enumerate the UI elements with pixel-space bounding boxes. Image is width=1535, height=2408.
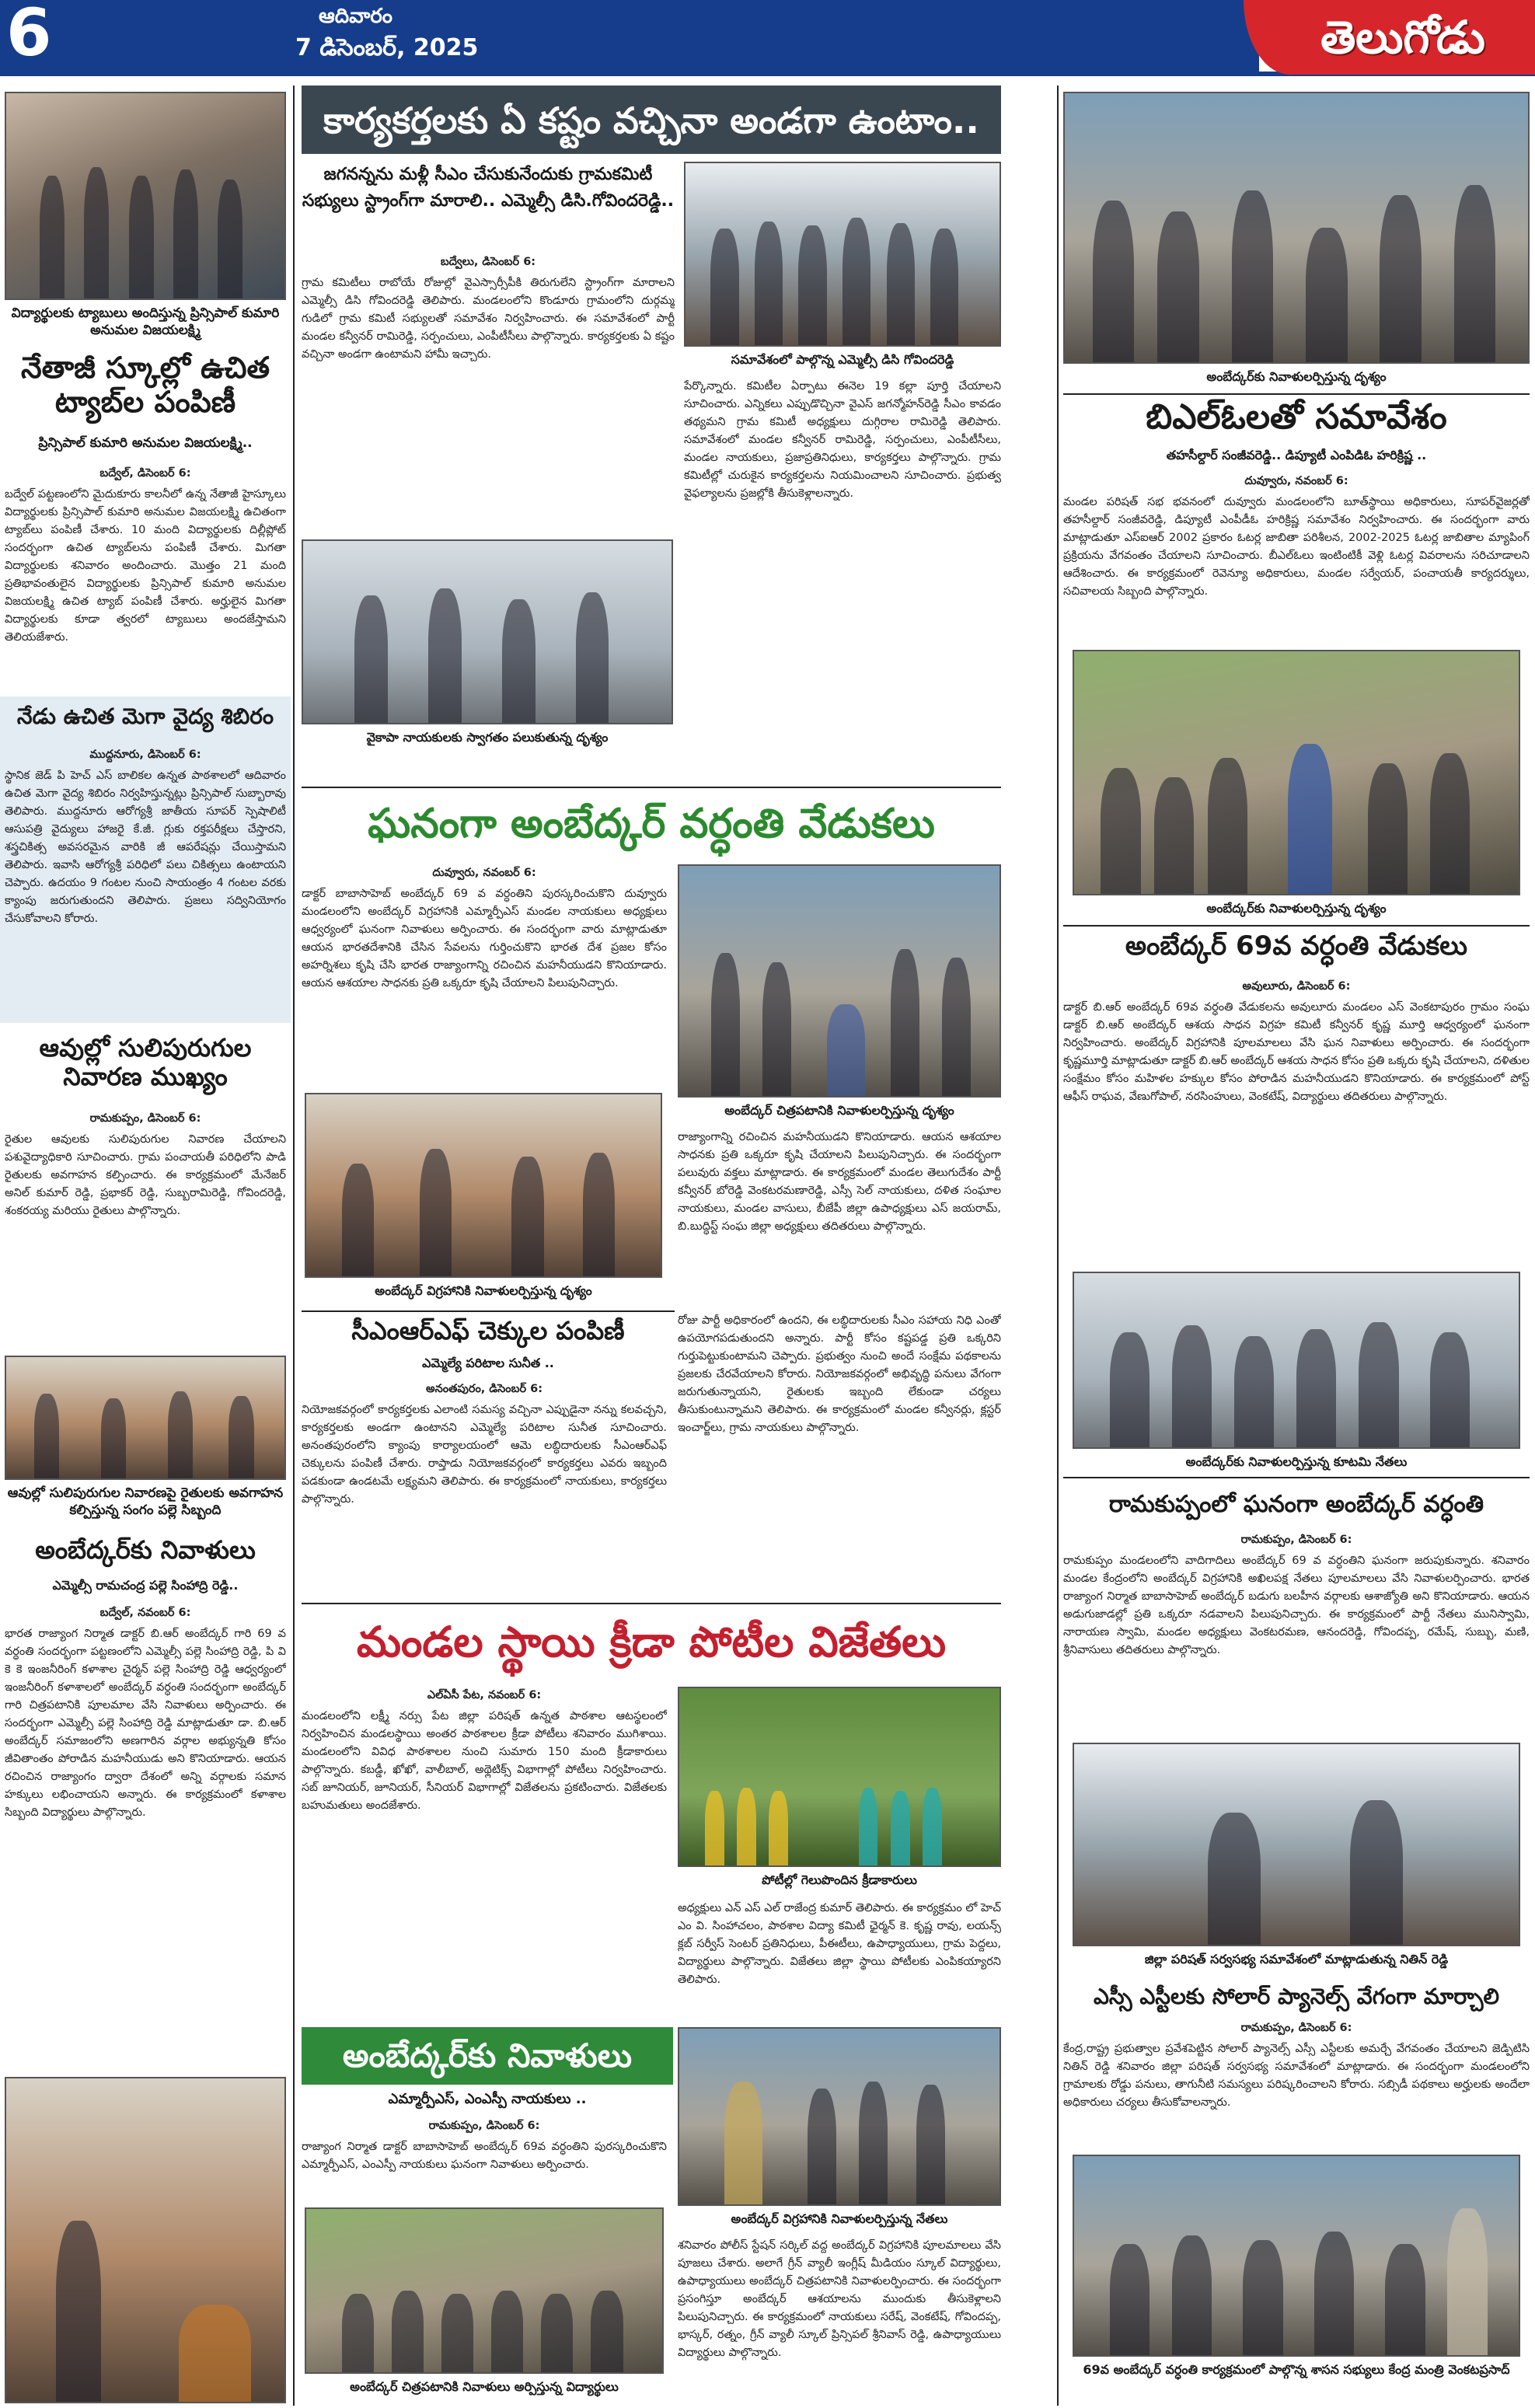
solar-photo — [1073, 2155, 1520, 2357]
story5-body2: శనివారం పోలీస్ స్టేషన్ సర్కిల్ వద్ద అంబేద్కర్ విగ్రహానికి పూలమాలలు వేసి పూజలు చేశారు. అలాగే గ్రీన్ వ్యాలీ ఇంగ్లీష్ మీడియం స్కూల్ విద్యార్థులు, ఉపాధ్యాయులు అంబేద్కర్ చిత్రపటానికి నివాళులర్పించారు. ఈ సందర్భంగా ప్రసంగిస్తూ అంబేద్కర్ ఆశయాలను ముందుకు తీసుకెళ్లాలని పిలుపునిచ్చారు. ఈ కార్యక్రమంలో నాయకులు సరేష్, వెంకటేష్, గోవిందప్ప, భాస్కర్, రత్నం, గ్రీన్ వ్యాలీ స్కూల్ ప్రిన్సిపల్ శ్రీనివాస్ రెడ్డి, ఉపాధ్యాయులు విద్యార్థులు పాల్గొన్నారు. — [678, 2239, 1001, 2359]
banner-workers-title: కార్యకర్తలకు ఏ కష్టం వచ్చినా అండగా ఉంటాం.. — [323, 99, 979, 141]
col1-divider — [293, 86, 295, 2406]
story5-photo-caption: అంబేద్కర్ విగ్రహానికి నివాళులర్పిస్తున్న నేతలు — [731, 2211, 948, 2226]
rk-photo — [1073, 1743, 1520, 1946]
medical-text: స్థానిక జెడ్ పి హెచ్ ఎస్ బాలికల ఉన్నత పాఠశాలలో ఆదివారం ఉచిత మెగా వైద్య శిబిరం నిర్వహిస్తున్నట్లు ప్రిన్సిపాల్ సుబ్బారావు తెలిపారు. ముద్దనూరు ఆరోగ్యశ్రీ జాతీయ సూపర్ స్పెషాలిటీ ఆసుపత్రి వైద్యులు హాజరై కే.జీ. గ్లుకు రక్తపరీక్షలు చేస్తారని, శస్త్రచికిత్స అవసరమైన వారికి జీ ఆపరేషన్లు చేయిస్తామని తెలిపారు. ఇవాసి ఆరోగ్యశ్రీ పరిధిలో పలు చికిత్సలు ఉంటాయని చెప్పారు. ఉదయం 9 గంటల నుంచి సాయంత్రం 4 గంటల వరకు క్యాంపు జరుగుతుందని తెలిపారు. ప్రజలు సద్వినియోగం చేసుకోవాలని కోరారు. — [5, 770, 286, 925]
banner3-rule — [302, 1603, 1001, 1604]
sports-photo-caption: పోటీల్లో గెలుపొందిన క్రీడాకారులు — [762, 1872, 917, 1887]
story2-text: డాక్టర్ బాబాసాహెబ్ అంబేద్కర్ 69 వ వర్ధంతిని పురస్కరించుకొని దువ్వూరు మండలంలోని అంబేద్కర్ విగ్రహానికి ఎమ్మార్పీఎస్ మండల నాయకులు అధ్యక్షులు ఆధ్వర్యంలో ఘనంగా నివాళులు అర్పించారు. ఈ సందర్భంగా వారు మాట్లాడుతూ ఆయన భారతదేశానికి చేసిన సేవలను గుర్తించుకొని భారత దేశ ప్రజల కోసం అహర్నిశలు కృషి చేసి భారత రాజ్యాంగాన్ని రచించిన మహనీయుడని కొనియాడారు. ఆయన ఆశయాల సాధనకు ప్రతి ఒక్కరూ కృషి చేయాలని పిలుపునిచ్చారు. — [302, 888, 667, 989]
solar-photo-caption: 69వ అంబేద్కర్ వర్ధంతి కార్యక్రమంలో పాల్గొన్న శాసన సభ్యులు కేంద్ర మంత్రి వెంకటప్రసాద్ — [1083, 2362, 1510, 2377]
story1-subhead: జగనన్నను మళ్లీ సీఎం చేసుకునేందుకు గ్రామకమిటీ సభ్యులు స్ట్రాంగ్‌గా మారాలి.. ఎమ్మెల్సీ డిసి.గోవిందరెడ్డి.. — [302, 165, 675, 211]
cmrf-headline: సీఎంఆర్ఎఫ్ చెక్కుల పంపిణీ — [351, 1316, 625, 1345]
medical-dateline: ముద్దనూరు, డిసెంబర్ 6: — [89, 749, 201, 761]
story2-photo-caption: అంబేద్కర్ చిత్రపటానికి నివాళులర్పిస్తున్న దృశ్యం — [724, 1103, 954, 1118]
netaji-body — [5, 465, 286, 689]
story1-dateline: బద్వేలు, డిసెంబర్ 6: — [440, 256, 536, 268]
story2-body — [302, 864, 667, 1085]
story2-dateline: దువ్వూరు, నవంబర్ 6: — [432, 867, 536, 879]
solar-text: కేంద్ర,రాష్ట్ర ప్రభుత్వాల ప్రవేశపెట్టిన సోలార్ ప్యానెల్స్ ఎస్సీ ఎస్టీలకు అమర్చే వేగవంతం చేయాలని జెడ్పిటిసి నితిన్ రెడ్డి శనివారం జిల్లా పరిషత్ సర్వసభ్య సమావేశంలో మాట్లాడారు. ఈ సందర్భంగా మండలంలోని గ్రామాలకు రోడ్డు పనులు, తాగునీటి సమస్యలు పరిష్కరించాలని కోరారు. సబ్సిడీ పథకాలు అర్హులకు అందేలా అధికారులు చర్యలు తీసుకోవాలన్నారు. — [1063, 2043, 1530, 2109]
netaji-subhead: ప్రిన్సిపాల్ కుమారి అనుమల విజయలక్ష్మి.. — [38, 435, 253, 451]
tribute-headline: అంబేద్కర్‌కు నివాళులు — [35, 1535, 256, 1565]
story1-text: గ్రామ కమిటీలు రాబోయే రోజుల్లో వైఎస్సార్సీపీకి తిరుగులేని స్ట్రాంగ్‌గా మారాలని ఎమ్మెల్సీ డిసి గోవిందరెడ్డి తెలిపారు. మండలంలోని కొండూరు గ్రామంలోని దుర్గమ్మ గుడిలో గ్రామ కమిటీ సభ్యులతో సమావేశం నిర్వహించారు. ఈ సమావేశంలో పార్టీ మండల కన్వీనర్ రామిరెడ్డి, సర్పంచులు, ఎంపీటీసీలు పాల్గొన్నారు. కార్యకర్తలకు ఏ కష్టం వచ్చినా అండగా ఉంటామని హామీ ఇచ్చారు. — [302, 277, 675, 361]
banner-tribute2-title: అంబేద్కర్‌కు నివాళులు — [342, 2036, 633, 2075]
sports-body — [302, 1687, 667, 2002]
solar-dateline: రామకుప్పం, డిసెంబర్ 6: — [1240, 2022, 1352, 2034]
solar-body — [1063, 2019, 1530, 2147]
story1-body2: పేర్కొన్నారు. కమిటీల ఏర్పాటు ఈనెల 19 కల్లా పూర్తి చేయాలని సూచించారు. ఎన్నికలు ఎప్పుడొచ్చినా వైఎస్ జగన్మోహన్‌రెడ్డి సీఎం కావడం తథ్యమని గ్రామ కమిటీ అధ్యక్షులు దుగ్గిరాల రామిరెడ్డి తెలిపారు. సమావేశంలో మండల కన్వీనర్ రామిరెడ్డి, సర్పంచులు, ఎంపీటీసీలు, మండల నాయకులు, ప్రజాప్రతినిధులు, కార్యకర్తలు పాల్గొన్నారు. గ్రామ కమిటీల్లో చురుకైన కార్యకర్తలను నియమించాలని సూచించారు. ప్రభుత్వ వైఫల్యాలను ప్రజల్లోకి తీసుకెళ్లాలన్నారు. — [684, 380, 1001, 500]
milk-photo-caption: ఆవుల్లో సులిపురుగుల నివారణపై రైతులకు అవగాహన కల్పిస్తున్న సంగం పల్లె సిబ్బంది — [7, 1485, 284, 1518]
tribute-dateline: బద్వేల్, నవంబర్ 6: — [99, 1607, 191, 1619]
bls-headline: బిఎల్ఓలతో సమావేశం — [1146, 397, 1447, 437]
milk-dateline: రామకుప్పం, డిసెంబర్ 6: — [89, 1112, 201, 1125]
netaji-text: బద్వేల్ పట్టణంలోని మైదుకూరు కాలనీలో ఉన్న నేతాజీ హైస్కూలు విద్యార్థులకు ప్రిన్సిపాల్ కుమారి అనుమల విజయలక్ష్మి ఉచితంగా ట్యాబ్‌లు పంపిణీ చేశారు. 10 మంది విద్యార్థులకు దిల్లీప్లోట్ సందర్భంగా ఉచిత ట్యాబ్‌లను పంపిణీ చేశారు. మిగతా విద్యార్థులకు శనివారం అందించారు. మొత్తం 21 మంది ప్రతిభావంతులైన విద్యార్థులకు ప్రిన్సిపాల్ కుమారి అనుమల విజయలక్ష్మి ఉచిత ట్యాబ్ పంపిణీ చేశారు. అర్హులైన మిగతా విద్యార్థులకు కూడా త్వరలో ట్యాబులు అందజేస్తామని తెలియజేశారు. — [5, 488, 286, 644]
story5-photo2 — [305, 2207, 664, 2374]
netaji-dateline: బద్వేల్, డిసెంబర్ 6: — [99, 467, 191, 480]
bls-photo — [1073, 650, 1520, 895]
sports-body2: అధ్యక్షులు ఎన్ ఎస్ ఎల్ రాజేంద్ర కుమార్ తెలిపారు. ఈ కార్యక్రమం లో హెచ్ ఎం వి. సింహాచలం, పాఠశాల విద్యా కమిటీ ఛైర్మన్ కె. కృష్ణ రావు, లయన్స్ క్లబ్ సర్వీస్ సెంటర్ ప్రతినిధులు, పీఈటీలు, ఉపాధ్యాయులు, గ్రామ పెద్దలు, విద్యార్థులు పాల్గొన్నారు. విజేతలు జిల్లా స్థాయి పోటీలకు ఎంపికయ్యారని తెలిపారు. — [678, 1902, 1001, 1986]
cmrf-text: నియోజకవర్గంలో కార్యకర్తలకు ఎలాంటి సమస్య వచ్చినా ఎప్పుడైనా నన్ను కలవచ్చని, కార్యకర్తలకు అండగా ఉంటానని ఎమ్మెల్యే పరిటాల సునీత సూచించారు. అనంతపురంలోని క్యాంపు కార్యాలయంలో ఆమె లబ్ధిదారులకు సీఎంఆర్ఎఫ్ చెక్కులను పంపిణీ చేశారు. రాప్తాడు నియోజకవర్గంలో కార్యకర్తలు ఎవరు ఇబ్బంది పడకుండా ఉండటమే లక్ష్యమని తెలిపారు. ఈ కార్యక్రమంలో నాయకులు, కార్యకర్తలు పాల్గొన్నారు. — [302, 1404, 667, 1506]
medical-body — [5, 746, 286, 1017]
bls-photo-caption: అంబేద్కర్‌కు నివాళులర్పిస్తున్న దృశ్యం — [1206, 901, 1387, 916]
story1-photo-caption: సమావేశంలో పాల్గొన్న ఎమ్మెల్సీ డిసి గోవిందరెడ్డి — [731, 352, 954, 367]
story1-body — [302, 253, 675, 532]
bls-body — [1063, 473, 1530, 642]
milk-photo — [5, 1356, 286, 1480]
col2-divider — [1057, 86, 1059, 2406]
story1-photo2-caption: వైకాపా నాయకులకు స్వాగతం పలుకుతున్న దృశ్యం — [366, 730, 609, 745]
rk-text: రామకుప్పం మండలంలోని వాదిగాదిలు అంబేద్కర్ 69 వ వర్ధంతిని ఘనంగా జరుపుకున్నారు. శనివారం మండల కేంద్రంలోని అంబేద్కర్ విగ్రహానికి అఖిలపక్ష నేతలు పూలమాలలు వేసి నివాళులర్పించారు. భారత రాజ్యాంగ నిర్మాత బాబాసాహెబ్ అంబేద్కర్ బడుగు బలహీన వర్గాలకు ఆశాజ్యోతి అని కొనియాడారు. ఆయన అడుగుజాడల్లో ప్రతి ఒక్కరూ నడవాలని పిలుపునిచ్చారు. ఈ కార్యక్రమంలో పార్టీ నేతలు మునిస్వామి, నారాయణ స్వామి, మండల అధ్యక్షులు వెంకటరమణ, ఆనందరెడ్డి, గోవిందప్ప, రమేష్, సుబ్బు, మణి, శ్రీనివాసులు తదితరులు పాల్గొన్నారు. — [1063, 1555, 1530, 1656]
story2-photo2-caption: అంబేద్కర్ విగ్రహానికి నివాళులర్పిస్తున్న దృశ్యం — [375, 1283, 592, 1298]
story5-subhead: ఎమ్మార్పీఎస్, ఎంఎస్పీ నాయకులు .. — [388, 2091, 587, 2107]
milk-headline: ఆవుల్లో సులిపురుగుల నివారణ ముఖ్యం — [39, 1033, 252, 1091]
rk-photo-caption: జిల్లా పరిషత్ సర్వసభ్య సమావేశంలో మాట్లాడుతున్న నితిన్ రెడ్డి — [1144, 1952, 1449, 1967]
rk-body — [1063, 1531, 1530, 1735]
col3-photo1-caption: అంబేద్కర్‌కు నివాళులర్పిస్తున్న దృశ్యం — [1206, 369, 1387, 384]
a69-body — [1063, 978, 1530, 1265]
medical-headline: నేడు ఉచిత మెగా వైద్య శిబిరం — [16, 703, 274, 729]
banner-sports: మండల స్థాయి క్రీడా పోటీల విజేతలు — [356, 1618, 947, 1666]
solar-headline: ఎస్సీ ఎస్టీలకు సోలార్ ప్యానెల్స్ వేగంగా మార్చాలి — [1093, 1984, 1500, 2009]
issue-date: 7 డిసెంబర్, 2025 — [295, 34, 479, 61]
tribute-text: భారత రాజ్యాంగ నిర్మాత డాక్టర్ బి.ఆర్ అంబేద్కర్ గారి 69 వ వర్ధంతి సందర్భంగా పట్టణంలోని ఎమ్మెల్సీ పల్లె సింహాద్రి రెడ్డి, పి వి కె కె ఇంజనీరింగ్ కళాశాల చైర్మన్ పల్లె సింహాద్రి రెడ్డి ఆధ్వర్యంలో ఇంజనీరింగ్ కళాశాలలో అంబేద్కర్ వర్ధంతి సందర్భంగా అంబేద్కర్ గారి చిత్రపటానికి పూలమాల వేసి నివాళులు అర్పించారు. ఈ సందర్భంగా ఎమ్మెల్సీ పల్లె సింహాద్రి రెడ్డి మాట్లాడుతూ డా. బి.ఆర్ అంబేద్కర్ సమాజంలోని అణగారిన వర్గాల అభ్యున్నతి కోసం జీవితాంతం పోరాడిన మహనీయుడు అని కొనియాడారు. ఆయన రచించిన రాజ్యాంగం ద్వారా దేశంలో అన్ని వర్గాలకు సమాన హక్కులు లభించాయని అన్నారు. ఈ కార్యక్రమంలో కళాశాల సిబ్బంది విద్యార్థులు పాల్గొన్నారు. — [5, 1628, 286, 1819]
story2-photo2 — [305, 1093, 662, 1278]
story5-dateline: రామకుప్పం, డిసెంబర్ 6: — [428, 2120, 540, 2132]
masthead — [0, 0, 1535, 78]
masthead-bar — [0, 0, 1259, 72]
story2-body2: రాజ్యాంగాన్ని రచించిన మహనీయుడని కొనియాడారు. ఆయన ఆశయాల సాధనకు ప్రతి ఒక్కరూ కృషి చేయాలని పిలుపునిచ్చారు. ఈ సందర్భంగా పలువురు వక్తలు మాట్లాడారు. ఈ కార్యక్రమంలో మండల తెలుగుదేశం పార్టీ కన్వీనర్ బోరెడ్డి వెంకటరమణారెడ్డి, ఎస్సీ సెల్ నాయకులు, దళిత సంఘాల నాయకులు, మండల వాసులు, బీజేపీ జిల్లా ఉపాధ్యక్షులు ఎస్ జయరామ్, బి.బుద్ధిస్ట్ సంఘ జిల్లా అధ్యక్షులు తదితరులు పాల్గొన్నారు. — [678, 1131, 1001, 1233]
bls-rule — [1063, 393, 1530, 395]
cmrf-dateline: అనంతపురం, డిసెంబర్ 6: — [425, 1383, 543, 1395]
story5-photo2-caption: అంబేద్కర్ చిత్రపటానికి నివాళులు అర్పిస్తున్న విద్యార్థులు — [350, 2379, 619, 2394]
story1-photo — [684, 162, 1001, 347]
a69-text: డాక్టర్ బి.ఆర్ అంబేద్కర్ 69వ వర్ధంతి వేడుకలను అవులూరు మండలం ఎస్ వెంకటాపురం గ్రామం సంఘ డాక్టర్ బి.ఆర్ అంబేద్కర్ ఆశయ సాధన విగ్రహ కమిటీ కన్వీనర్ కృష్ణ మూర్తి ఆధ్వర్యంలో ఘనంగా నిర్వహించారు. అంబేద్కర్ విగ్రహానికి పూలమాలలు వేసి ఘన నివాళులు అర్పించారు. ఈ సందర్భంగా కృష్ణమూర్తి మాట్లాడుతూ డాక్టర్ బి.ఆర్ అంబేద్కర్ ఆశయ సాధన కోసం ప్రతి ఒక్కరు కృషి చేయాలని, దళితుల సంక్షేమం కోసం మహిళల హక్కుల కోసం పోరాడిన మహనీయుడని కొనియాడారు. ఈ కార్యక్రమంలో పోస్ట్ ఆఫీస్ రాఘవ, వేణుగోపాల్, నరసింహులు, వెంకటేష్, విద్యార్థులు తదితరులు పాల్గొన్నారు. — [1063, 1001, 1530, 1103]
cmrf-subhead: ఎమ్మెల్యే పరిటాల సునీత .. — [422, 1356, 554, 1370]
netaji-photo — [5, 92, 286, 300]
cmrf-body2: రోజు పార్టీ అధికారంలో ఉందని, ఈ లబ్ధిదారులకు సీఎం సహాయ నిధి ఎంతో ఉపయోగపడుతుందని అన్నారు. పార్టీ కోసం కష్టపడ్డ ప్రతి ఒక్కరిని గుర్తుపెట్టుకుంటామని చెప్పారు. ప్రభుత్వం నుంచి అందే సంక్షేమ పథకాలను ప్రజలకు చేరవేయాలని కోరారు. నియోజకవర్గంలో అభివృద్ధి పనులు వేగంగా జరుగుతున్నాయని, రైతులకు ఇబ్బంది లేకుండా చర్యలు తీసుకుంటున్నామని తెలిపారు. ఈ కార్యక్రమంలో మండల కన్వీనర్లు, క్లస్టర్ ఇంచార్జ్‌లు, గ్రామ నాయకులు పాల్గొన్నారు. — [678, 1314, 1001, 1434]
netaji-headline: నేతాజీ స్కూల్లో ఉచిత ట్యాబ్‌ల పంపిణీ — [20, 351, 270, 419]
a69-rule — [1063, 925, 1530, 927]
story5-body — [302, 2117, 667, 2203]
story5-text: రాజ్యాంగ నిర్మాత డాక్టర్ బాబాసాహెబ్ అంబేద్కర్ 69వ వర్ధంతిని పురస్కరించుకొని ఎమ్మార్పీఎస్, ఎంఎస్పీ నాయకులు ఘనంగా నివాళులు అర్పించారు. — [302, 2141, 667, 2171]
page-number: 6 — [6, 0, 52, 71]
banner2-rule-top — [302, 787, 1001, 788]
bls-text: మండల పరిషత్ సభ భవనంలో దువ్వూరు మండలంలోని బూత్‌స్థాయి అధికారులు, సూపర్‌వైజర్లతో తహసీల్దార్ సంజీవరెడ్డి, డిప్యూటీ ఎంపీడీఓ హరిక్రిష్ణ సమావేశం నిర్వహించారు. ఈ సందర్భంగా వారు మాట్లాడుతూ ఎస్ఐఆర్ 2002 ప్రకారం ఓటర్ల జాబితా పరిశీలన, 2002-2025 ఓటర్ల జాబితాల మ్యాపింగ్ ప్రక్రియను వేగవంతం చేయాలని సూచించారు. బీఎల్‌ఓలు ఇంటింటికీ వెళ్లి ఓటర్ల వివరాలను సరిచూడాలని ఆదేశించారు. ఈ కార్యక్రమంలో రెవెన్యూ అధికారులు, మండల సర్వేయర్, పంచాయతీ కార్యదర్శులు, సచివాలయ సిబ్బంది పాల్గొన్నారు. — [1063, 496, 1530, 598]
rk-rule — [1063, 1477, 1530, 1478]
banner-ambedkar: ఘనంగా అంబేద్కర్ వర్ధంతి వేడుకలు — [368, 801, 935, 847]
a69-dateline: అవులూరు, డిసెంబర్ 6: — [1242, 980, 1351, 993]
a69-photo — [1073, 1272, 1520, 1449]
a69-headline: అంబేద్కర్ 69వ వర్ధంతి వేడుకలు — [1125, 930, 1468, 961]
sports-text: మండలంలోని లక్ష్మీ నర్సు పేట జిల్లా పరిషత్ ఉన్నత పాఠశాల ఆటస్థలంలో నిర్వహించిన మండలస్థాయి అంతర పాఠశాలల క్రీడా పోటీలు శనివారం ముగిశాయి. మండలంలోని వివిధ పాఠశాలల నుంచి సుమారు 150 మంది క్రీడాకారులు పాల్గొన్నారు. కబడ్డీ, ఖోఖో, వాలీబాల్, అథ్లెటిక్స్ విభాగాల్లో పోటీలు నిర్వహించారు. సబ్ జూనియర్, జూనియర్, సీనియర్ విభాగాల్లో విజేతలను ప్రకటించారు. విజేతలకు బహుమతులు అందజేశారు. — [302, 1710, 667, 1812]
milk-body — [5, 1110, 286, 1343]
netaji-photo-caption: విద్యార్థులకు ట్యాబులు అందిస్తున్న ప్రిన్సిపాల్ కుమారి అనుమల విజయలక్ష్మి — [11, 305, 280, 338]
story1-photo2 — [302, 539, 673, 724]
tribute-body — [5, 1604, 286, 2064]
cmrf-body — [302, 1380, 667, 1595]
sports-photo — [678, 1687, 1001, 1867]
bls-dateline: దువ్వూరు, నవంబర్ 6: — [1244, 475, 1348, 487]
story5-photo — [678, 2027, 1001, 2206]
tribute-photo — [5, 2077, 286, 2403]
rk-dateline: రామకుప్పం, డిసెంబర్ 6: — [1240, 1534, 1352, 1546]
issue-day: ఆదివారం — [319, 5, 392, 28]
sports-dateline: ఎల్ఏసీ పేట, నవంబర్ 6: — [427, 1689, 542, 1701]
bls-subhead: తహసీల్దార్ సంజీవరెడ్డి.. డిప్యూటీ ఎంపిడిఓ హరిక్రిష్ణ .. — [1166, 448, 1427, 462]
rk-headline: రామకుప్పంలో ఘనంగా అంబేద్కర్ వర్ధంతి — [1108, 1491, 1484, 1518]
col3-photo1 — [1063, 92, 1530, 364]
a69-photo-caption: అంబేద్కర్‌కు నివాళులర్పిస్తున్న కూటమి నేతలు — [1185, 1454, 1408, 1469]
tribute-subhead: ఎమ్మెల్సీ రామచంద్ర పల్లె సింహాద్రి రెడ్డి.. — [52, 1578, 239, 1593]
story3-rule — [302, 1310, 675, 1312]
brand-logo: తెలుగోడు — [1320, 11, 1485, 64]
story2-photo — [678, 864, 1001, 1098]
milk-text: రైతుల ఆవులకు సులిపురుగుల నివారణ చేయాలని పశువైద్యాధికారి సూచించారు. గ్రామ పంచాయతీ పరిధిలోని పాడి రైతులకు అవగాహన కల్పించారు. ఈ కార్యక్రమంలో మేనేజర్ అనిల్ కుమార్ రెడ్డి, ప్రభాకర్ రెడ్డి, సుబ్బరామిరెడ్డి, గోవిందరెడ్డి, శంకరయ్య మరియు రైతులు పాల్గొన్నారు. — [5, 1133, 286, 1217]
